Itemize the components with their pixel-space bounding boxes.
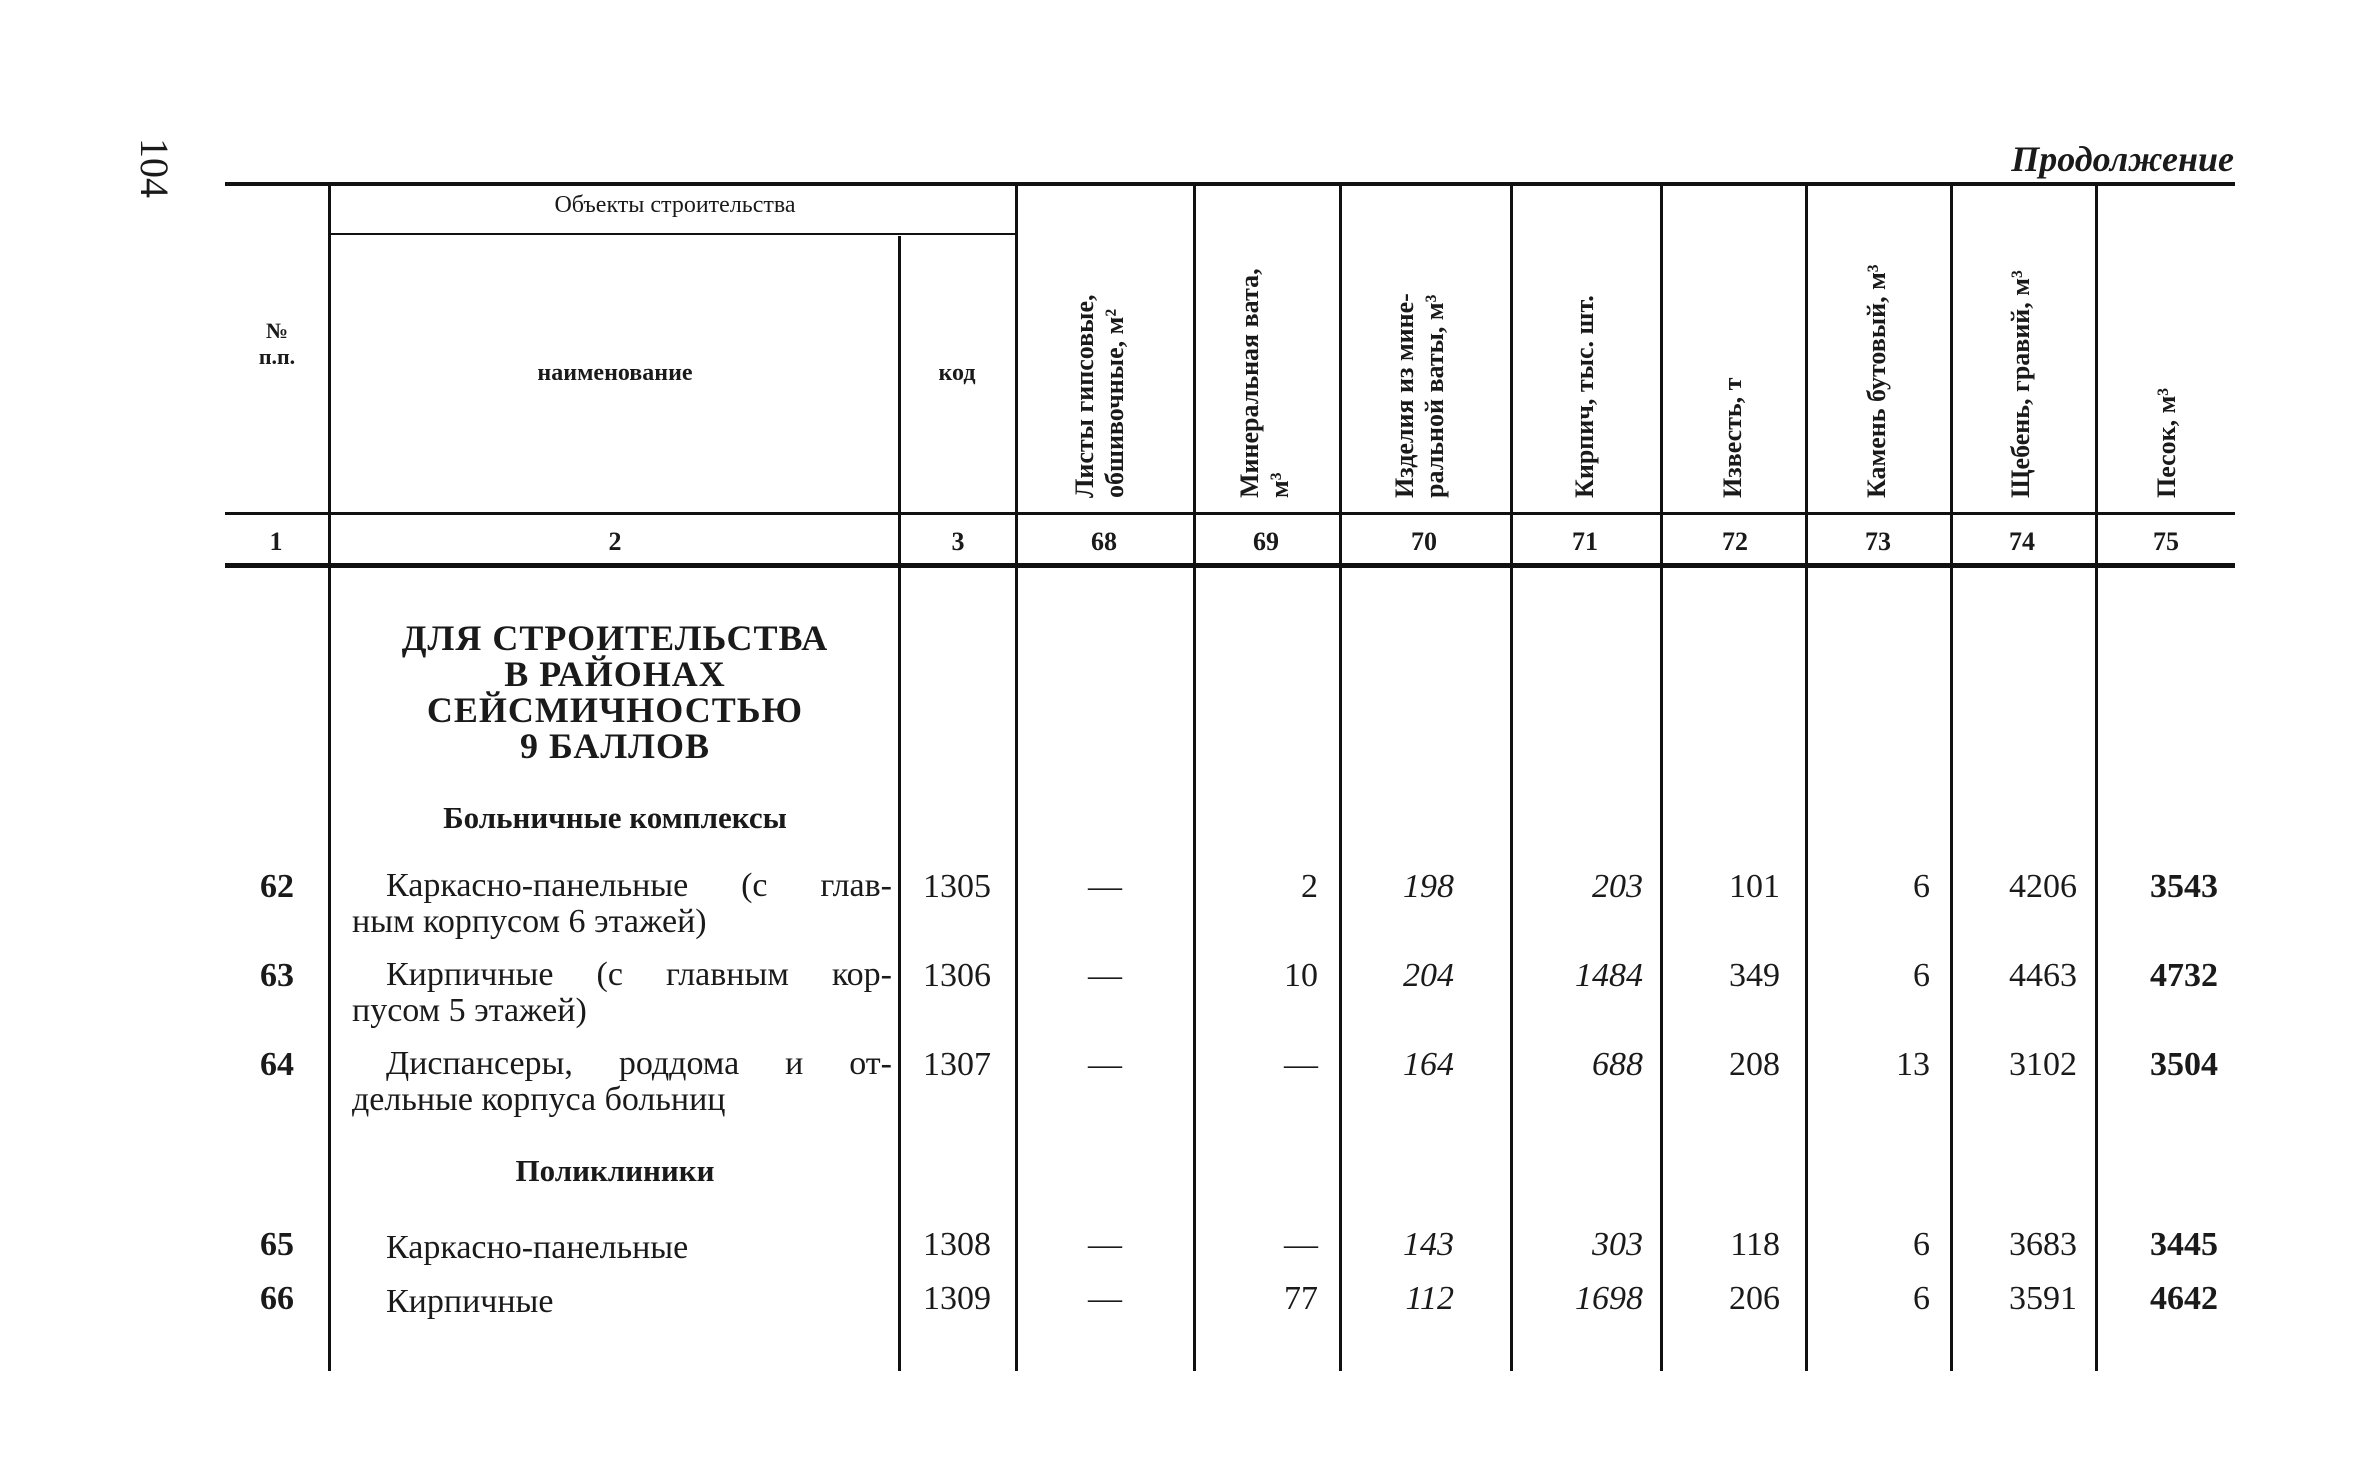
row-value-c69: 2 bbox=[1301, 868, 1318, 905]
row-value-c68: — bbox=[1088, 868, 1122, 905]
row-value-c69: — bbox=[1284, 1226, 1318, 1263]
colnum-72: 72 bbox=[1722, 527, 1748, 556]
row-name-line: Каркасно-панельные bbox=[386, 1229, 689, 1266]
colnum-75: 75 bbox=[2153, 527, 2179, 556]
row-name-line: Каркасно-панельные (с глав- bbox=[386, 867, 892, 904]
name-label: наименование bbox=[537, 360, 693, 386]
row-value-c73: 6 bbox=[1913, 1280, 1930, 1317]
row-code: 1308 bbox=[923, 1226, 991, 1263]
objects-rule bbox=[330, 233, 1018, 235]
row-value-c71: 688 bbox=[1592, 1046, 1643, 1083]
row-value-c70: 198 bbox=[1403, 868, 1454, 905]
row-code: 1305 bbox=[923, 868, 991, 905]
row-value-c72: 118 bbox=[1730, 1226, 1780, 1263]
colnum-69: 69 bbox=[1253, 527, 1279, 556]
row-value-c75: 4642 bbox=[2150, 1280, 2218, 1317]
col71-header: Кирпич, тыс. шт. bbox=[1570, 295, 1599, 498]
vrule-5 bbox=[1339, 186, 1342, 1371]
col69-header: Минеральная вата, м³ bbox=[1235, 268, 1294, 498]
section-title-line: В РАЙОНАХ bbox=[504, 654, 726, 694]
vrule-10 bbox=[2095, 186, 2098, 1371]
row-value-c72: 206 bbox=[1729, 1280, 1780, 1317]
row-value-c74: 4463 bbox=[2009, 957, 2077, 994]
row-name-line: дельные корпуса больниц bbox=[352, 1081, 726, 1118]
colnum-70: 70 bbox=[1411, 527, 1437, 556]
row-value-c74: 4206 bbox=[2009, 868, 2077, 905]
row-name-line: Диспансеры, роддома и от- bbox=[386, 1045, 892, 1082]
col68-header: Листы гипсовые, обшивочные, м² bbox=[1070, 294, 1129, 498]
row-value-c69: — bbox=[1284, 1046, 1318, 1083]
row-value-c75: 4732 bbox=[2150, 957, 2218, 994]
row-code: 1307 bbox=[923, 1046, 991, 1083]
row-value-c73: 6 bbox=[1913, 1226, 1930, 1263]
colnum-74: 74 bbox=[2009, 527, 2035, 556]
row-value-c75: 3543 bbox=[2150, 868, 2218, 905]
row-value-c72: 208 bbox=[1729, 1046, 1780, 1083]
vrule-9 bbox=[1950, 186, 1953, 1371]
row-value-c73: 6 bbox=[1913, 868, 1930, 905]
row-value-c70: 143 bbox=[1403, 1226, 1454, 1263]
row-value-c73: 6 bbox=[1913, 957, 1930, 994]
row-code: 1309 bbox=[923, 1280, 991, 1317]
section-title bbox=[335, 620, 895, 764]
row-value-c72: 349 bbox=[1729, 957, 1780, 994]
row-value-c74: 3591 bbox=[2009, 1280, 2077, 1317]
col74-header: Щебень, гравий, м³ bbox=[2006, 270, 2035, 498]
vrule-4 bbox=[1193, 186, 1196, 1371]
row-value-c71: 203 bbox=[1592, 868, 1643, 905]
row-value-c69: 10 bbox=[1284, 957, 1318, 994]
col73-header: Камень бутовый, м³ bbox=[1862, 264, 1891, 498]
row-value-c71: 1484 bbox=[1575, 957, 1643, 994]
colnum-2: 2 bbox=[608, 527, 622, 556]
row-value-c69: 77 bbox=[1284, 1280, 1318, 1317]
continuation-label: Продолжение bbox=[2011, 139, 2234, 179]
colnum-73: 73 bbox=[1865, 527, 1891, 556]
vrule-1 bbox=[328, 186, 331, 1371]
col75-header: Песок, м³ bbox=[2152, 387, 2181, 498]
col72-header: Известь, т bbox=[1718, 377, 1747, 498]
row-number: 63 bbox=[260, 957, 294, 994]
colnum-71: 71 bbox=[1572, 527, 1598, 556]
row-name bbox=[352, 1046, 892, 1118]
row-value-c74: 3102 bbox=[2009, 1046, 2077, 1083]
row-value-c68: — bbox=[1088, 1280, 1122, 1317]
row-number: 62 bbox=[260, 868, 294, 905]
row-value-c70: 164 bbox=[1403, 1046, 1454, 1083]
colnum-3: 3 bbox=[951, 527, 965, 556]
row-code: 1306 bbox=[923, 957, 991, 994]
row-value-c71: 1698 bbox=[1575, 1280, 1643, 1317]
group-title: Больничные комплексы bbox=[443, 800, 787, 835]
row-value-c68: — bbox=[1088, 1046, 1122, 1083]
row-name bbox=[352, 1230, 892, 1266]
header-bottom-rule bbox=[225, 512, 2235, 515]
row-value-c71: 303 bbox=[1592, 1226, 1643, 1263]
row-number: 66 bbox=[260, 1280, 294, 1317]
vrule-8 bbox=[1805, 186, 1808, 1371]
row-value-c74: 3683 bbox=[2009, 1226, 2077, 1263]
row-value-c70: 204 bbox=[1403, 957, 1454, 994]
row-value-c70: 112 bbox=[1405, 1280, 1454, 1317]
row-value-c68: — bbox=[1088, 957, 1122, 994]
section-title-line: СЕЙСМИЧНОСТЬЮ bbox=[426, 690, 804, 730]
colnum-1: 1 bbox=[269, 527, 283, 556]
col70-header: Изделия из мине- ральной ваты, м³ bbox=[1390, 293, 1449, 498]
colnum-68: 68 bbox=[1091, 527, 1117, 556]
section-title-line: ДЛЯ СТРОИТЕЛЬСТВА bbox=[401, 618, 829, 658]
vrule-6 bbox=[1510, 186, 1513, 1371]
row-value-c75: 3445 bbox=[2150, 1226, 2218, 1263]
section-title-line: 9 БАЛЛОВ bbox=[520, 726, 710, 766]
row-name bbox=[352, 1284, 892, 1320]
row-value-c68: — bbox=[1088, 1226, 1122, 1263]
row-name-line: Кирпичные bbox=[386, 1283, 554, 1320]
vrule-3 bbox=[1015, 186, 1018, 1371]
page-number: 104 bbox=[132, 138, 177, 198]
row-number: 65 bbox=[260, 1226, 294, 1263]
row-value-c75: 3504 bbox=[2150, 1046, 2218, 1083]
row-value-c72: 101 bbox=[1729, 868, 1780, 905]
row-name bbox=[352, 868, 892, 940]
row-value-c73: 13 bbox=[1896, 1046, 1930, 1083]
numbers-bottom-rule bbox=[225, 563, 2235, 568]
vrule-2 bbox=[898, 236, 901, 1371]
top-rule bbox=[225, 182, 2235, 186]
num-label: № п.п. bbox=[258, 318, 296, 369]
group-title: Поликлиники bbox=[515, 1153, 715, 1188]
row-name-line: пусом 5 этажей) bbox=[352, 992, 587, 1029]
row-name bbox=[352, 957, 892, 1029]
row-name-line: ным корпусом 6 этажей) bbox=[352, 903, 707, 940]
row-name-line: Кирпичные (с главным кор- bbox=[386, 956, 892, 993]
row-number: 64 bbox=[260, 1046, 294, 1083]
vrule-7 bbox=[1660, 186, 1663, 1371]
objects-label: Объекты строительства bbox=[554, 192, 796, 218]
code-label: код bbox=[938, 360, 976, 386]
